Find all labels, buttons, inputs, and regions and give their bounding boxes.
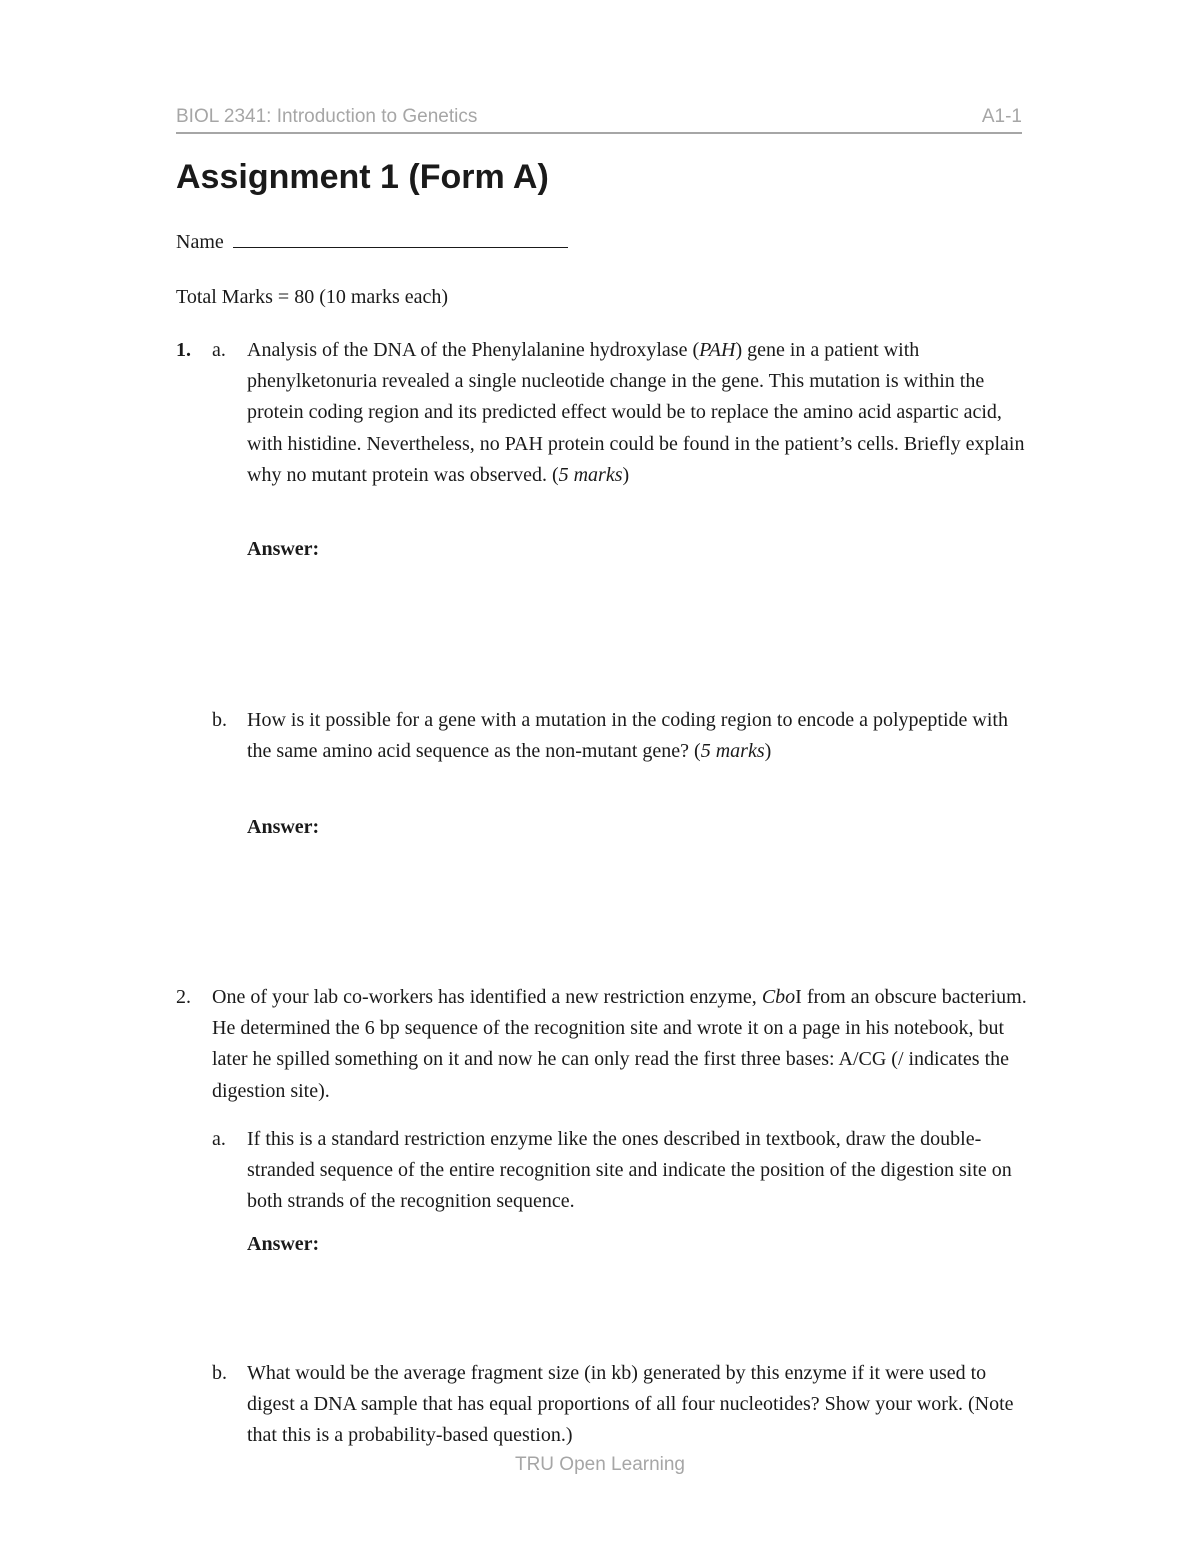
question-1a-text: Analysis of the DNA of the Phenylalanine hydroxylase (PAH) gene in a patient with phenylketonuria revealed a single nucleotide change in the gene. This mutation is within the protein coding region and its predicted effect would be to replace the amino acid aspartic acid, with histidine. Nevertheless, no PAH protein could be found in the patient’s cells. Briefly explain why no mutant protein was observed. (5 marks)	[247, 339, 1025, 486]
answer-label-1b: Answer:	[247, 816, 320, 838]
answer-label-2a: Answer:	[247, 1233, 320, 1255]
name-field-row	[176, 227, 568, 258]
question-2a-letter: a.	[212, 1128, 226, 1150]
question-2a-text: If this is a standard restriction enzyme like the ones described in textbook, draw the double-stranded sequence of the entire recognition site and indicate the position of the digestion site on both strands of the recognition sequence.	[247, 1128, 1012, 1213]
question-1b-text: How is it possible for a gene with a mutation in the coding region to encode a polypeptide with the same amino acid sequence as the non-mutant gene? (5 marks)	[247, 709, 1008, 763]
answer-label-1a: Answer:	[247, 538, 320, 560]
question-2b-text: What would be the average fragment size (in kb) generated by this enzyme if it were used to digest a DNA sample that has equal proportions of all four nucleotides? Show your work. (Note that this is a probability-based question.)	[247, 1362, 1014, 1447]
course-title: BIOL 2341: Introduction to Genetics	[176, 106, 478, 127]
gene-name: PAH	[699, 339, 736, 361]
name-label: Name	[176, 231, 224, 253]
question-1-number: 1.	[176, 339, 191, 361]
question-2b-letter: b.	[212, 1362, 227, 1384]
running-header	[176, 106, 1022, 134]
page-id: A1-1	[981, 106, 1022, 127]
question-1b-letter: b.	[212, 709, 227, 731]
marks-label: 5 marks	[700, 740, 765, 763]
assignment-title: Assignment 1 (Form A)	[176, 158, 549, 196]
question-2-number: 2.	[176, 986, 191, 1008]
name-blank-line[interactable]	[233, 227, 568, 248]
page-footer: TRU Open Learning	[514, 1454, 686, 1475]
enzyme-name: Cbo	[761, 986, 796, 1008]
total-marks: Total Marks = 80 (10 marks each)	[176, 286, 449, 308]
marks-label: 5 marks	[558, 463, 623, 486]
question-2-intro: One of your lab co-workers has identified a new restriction enzyme, CboI from an obscure bacterium. He determined the 6 bp sequence of the recognition site and wrote it on a page in his notebook, but later he spilled something on it and now he can only read the first three bases: A/CG (/ indicates the digestion site).	[212, 986, 1027, 1102]
question-1a-letter: a.	[212, 339, 226, 361]
